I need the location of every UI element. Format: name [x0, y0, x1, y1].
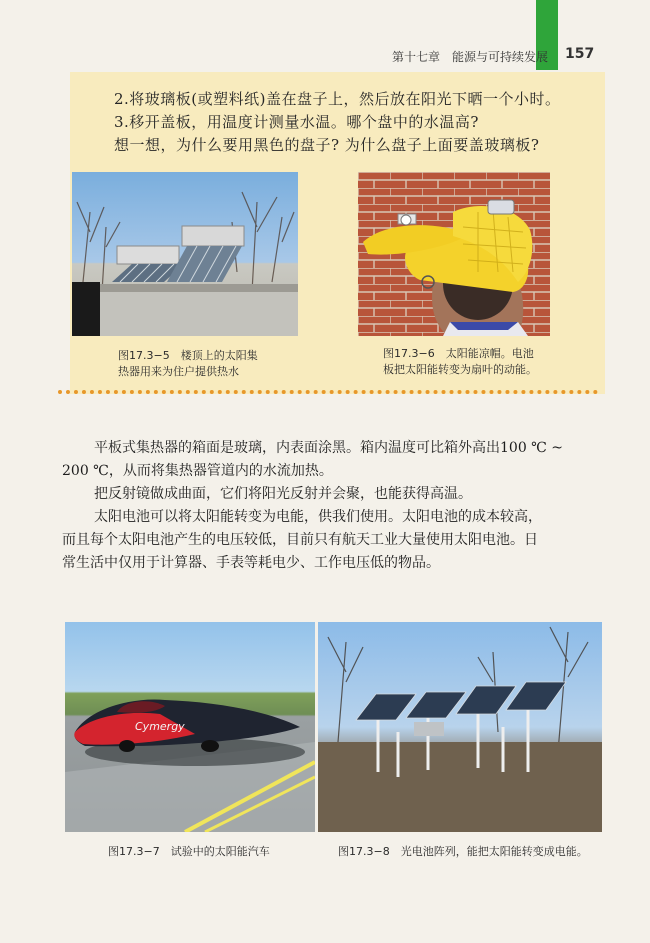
- solar-hat-photo: [358, 172, 550, 336]
- paragraph-2: 把反射镜做成曲面，它们将阳光反射并会聚，也能获得高温。: [94, 486, 472, 502]
- activity-steps: [114, 88, 594, 157]
- section-divider: [58, 390, 598, 394]
- rooftop-solar-heater-illustration: [72, 172, 298, 336]
- rooftop-solar-heater-photo: [72, 172, 298, 336]
- solar-car-illustration: [65, 622, 315, 832]
- figure-17-3-5-caption-line2: 热器用来为住户提供热水: [118, 365, 239, 378]
- body-text: [62, 437, 612, 575]
- figure-17-3-5-caption: [118, 348, 258, 380]
- figure-17-3-6-caption-line2: 板把太阳能转变为扇叶的动能。: [383, 363, 537, 376]
- figure-17-3-6-caption-line1: 图17.3−6 太阳能凉帽。电池: [383, 347, 534, 360]
- paragraph-3-line3: 常生活中仅用于计算器、手表等耗电少、工作电压低的物品。: [62, 555, 440, 571]
- page-number: 157: [565, 46, 595, 62]
- activity-step-3: 3.移开盖板，用温度计测量水温。哪个盘中的水温高?: [114, 113, 479, 131]
- paragraph-3-line1: 太阳电池可以将太阳能转变为电能，供我们使用。太阳电池的成本较高，: [94, 509, 542, 525]
- solar-hat-illustration: [358, 172, 550, 336]
- figure-17-3-8-caption: 图17.3−8 光电池阵列，能把太阳能转变成电能。: [338, 845, 588, 858]
- solar-car-photo: [65, 622, 315, 832]
- page-header: [340, 44, 640, 66]
- solar-panel-array-illustration: [318, 622, 602, 832]
- activity-step-2: 2.将玻璃板(或塑料纸)盖在盘子上，然后放在阳光下晒一个小时。: [114, 90, 561, 108]
- figure-17-3-5-caption-line1: 图17.3−5 楼顶上的太阳集: [118, 349, 258, 362]
- figure-17-3-6-caption: [383, 346, 537, 378]
- chapter-title: 第十七章 能源与可持续发展: [392, 50, 549, 64]
- paragraph-3-line2: 而且每个太阳电池产生的电压较低，目前只有航天工业大量使用太阳电池。日: [62, 532, 538, 548]
- solar-panel-array-photo: [318, 622, 602, 832]
- paragraph-1-line2: 200 ℃，从而将集热器管道内的水流加热。: [62, 463, 333, 479]
- figure-17-3-7-caption: 图17.3−7 试验中的太阳能汽车: [108, 845, 270, 858]
- paragraph-1-line1: 平板式集热器的箱面是玻璃，内表面涂黑。箱内温度可比箱外高出100 ℃ ~: [94, 440, 564, 456]
- car-brand-text: Cymergy: [135, 720, 185, 733]
- activity-question: 想一想，为什么要用黑色的盘子? 为什么盘子上面要盖玻璃板?: [114, 136, 540, 154]
